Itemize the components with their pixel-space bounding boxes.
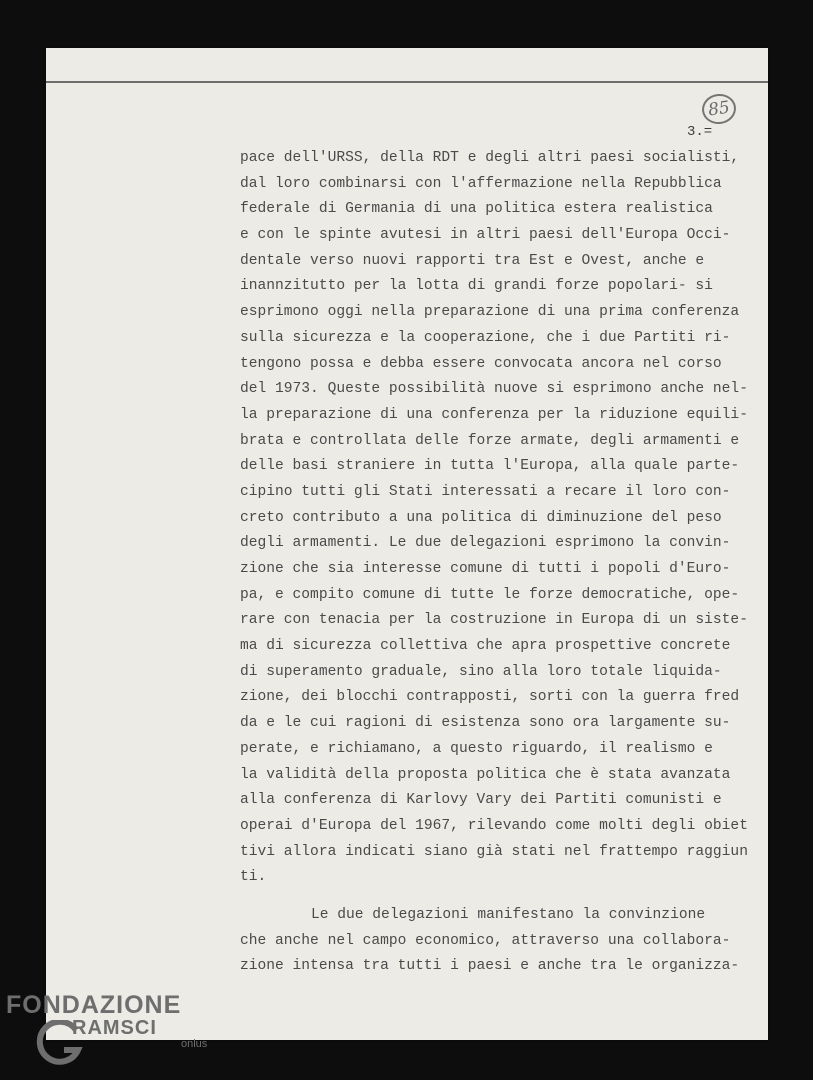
text-line: tivi allora indicati siano già stati nel frattempo raggiun [240,843,748,860]
text-line: delle basi straniere in tutta l'Europa, alla quale parte- [240,458,740,475]
watermark-line3: onlus [181,1038,208,1050]
paragraph-gap [240,891,760,903]
text-line: zione, dei blocchi contrapposti, sorti con la guerra fred [240,689,740,706]
fondazione-gramsci-watermark [6,992,207,1050]
top-rule [46,81,768,83]
text-line: creto contributo a una politica di diminuzione del peso [240,509,722,526]
page-number: 3.= [687,124,713,140]
text-line: pace dell'URSS, della RDT e degli altri paesi socialisti, [240,150,740,166]
text-line: degli armamenti. Le due delegazioni esprimono la convin- [240,535,731,552]
text-line: da e le cui ragioni di esistenza sono ora largamente su- [240,715,731,732]
watermark-line2: RAMSCI [72,1017,157,1039]
text-line: inannzitutto per la lotta di grandi forze popolari- si [240,278,713,295]
text-line: dal loro combinarsi con l'affermazione nella Repubblica [240,175,722,192]
text-line: dentale verso nuovi rapporti tra Est e Ovest, anche e [240,252,705,269]
gramsci-g-logo-icon [36,1020,86,1068]
text-line: cipino tutti gli Stati interessati a recare il loro con- [240,483,731,500]
page-stamp: 85 [700,92,738,126]
text-line: alla conferenza di Karlovy Vary dei Partiti comunisti e [240,792,722,809]
text-line: tengono possa e debba essere convocata ancora nel corso [240,355,722,372]
text-line: perate, e richiamano, a questo riguardo, il realismo e [240,740,713,757]
body-text [240,146,760,980]
text-line: Le due delegazioni manifestano la convinzione [311,906,706,923]
text-line: brata e controllata delle forze armate, degli armamenti e [240,432,740,449]
text-line: operai d'Europa del 1967, rilevando come molti degli obiet [240,817,748,834]
watermark-line1: FONDAZIONE [6,991,182,1019]
text-line: la validità della proposta politica che è stata avanzata [240,766,731,783]
text-line: zione intensa tra tutti i paesi e anche tra le organizza- [240,958,740,975]
text-line: rare con tenacia per la costruzione in Europa di un siste- [240,612,748,629]
text-line: ti. [240,869,267,886]
text-line: sulla sicurezza e la cooperazione, che i due Partiti ri- [240,329,731,346]
document-page [46,48,768,1040]
text-line: di superamento graduale, sino alla loro totale liquida- [240,663,722,680]
text-line: la preparazione di una conferenza per la riduzione equili- [240,406,748,423]
text-line: zione che sia interesse comune di tutti i popoli d'Euro- [240,561,731,577]
text-line: esprimono oggi nella preparazione di una prima conferenza [240,304,740,321]
text-line: pa, e compito comune di tutte le forze democratiche, ope- [240,586,740,603]
text-line: che anche nel campo economico, attraverso una collabora- [240,932,731,949]
text-line: e con le spinte avutesi in altri paesi dell'Europa Occi- [240,227,731,244]
text-line: ma di sicurezza collettiva che apra prospettive concrete [240,638,731,655]
text-line: del 1973. Queste possibilità nuove si esprimono anche nel- [240,381,748,398]
text-line: federale di Germania di una politica estera realistica [240,201,713,218]
